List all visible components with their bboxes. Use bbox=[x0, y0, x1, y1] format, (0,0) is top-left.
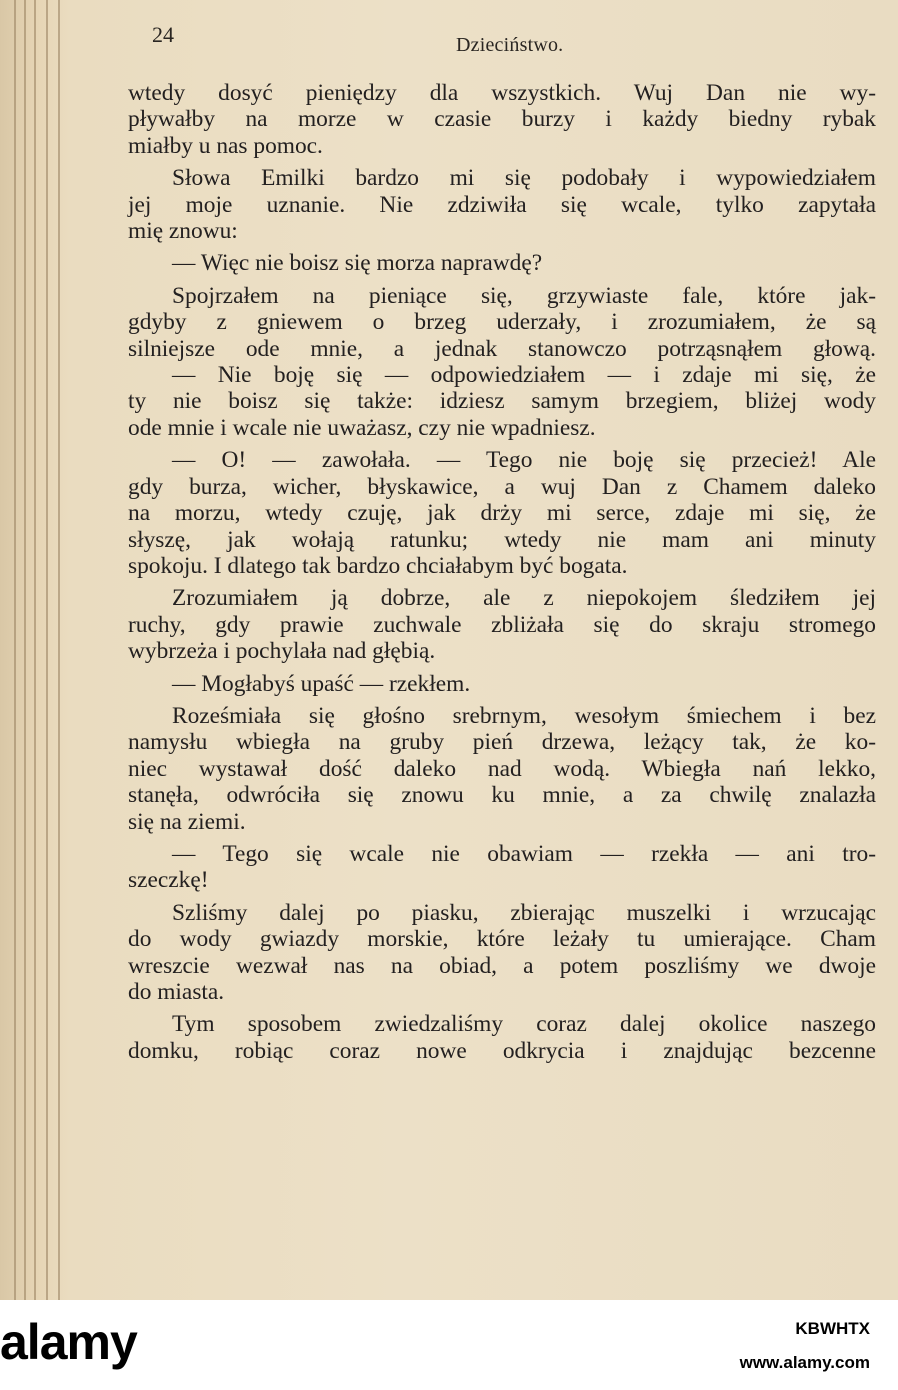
alamy-logo: alamy bbox=[0, 1314, 137, 1370]
text-line: Szliśmy dalej po piasku, zbierając muszelki i wrzucając bbox=[172, 899, 876, 926]
text-line: wreszcie wezwał nas na obiad, a potem poszliśmy we dwoje bbox=[128, 952, 876, 979]
text-line: — O! — zawołała. — Tego nie boję się przecież! Ale bbox=[172, 447, 876, 474]
page-number: 24 bbox=[152, 22, 174, 47]
text-line: pływałby na morze w czasie burzy i każdy biedny rybak bbox=[128, 106, 876, 133]
page-edge-line bbox=[58, 0, 60, 1300]
text-line: — Tego się wcale nie obawiam — rzekła — ani tro- bbox=[172, 840, 876, 867]
text-line: Tym sposobem zwiedzaliśmy coraz dalej okolice naszego bbox=[172, 1011, 876, 1038]
page-edge-line bbox=[46, 0, 48, 1300]
text-line: stanęła, odwróciła się znowu ku mnie, a za chwilę znalazła bbox=[128, 782, 876, 809]
text-line: na morzu, wtedy czuję, jak drży mi serce, zdaje mi się, że bbox=[128, 500, 876, 527]
text-line: do miasta. bbox=[128, 979, 225, 1005]
text-line: — Nie boję się — odpowiedziałem — i zdaje mi się, że bbox=[172, 362, 876, 389]
image-id: KBWHTX bbox=[795, 1319, 870, 1338]
page-edge-line bbox=[14, 0, 16, 1300]
text-line: Spojrzałem na pieniące się, grzywiaste fale, które jak- bbox=[172, 282, 876, 309]
text-line: się na ziemi. bbox=[128, 808, 246, 835]
text-line: gdyby z gniewem o brzeg uderzały, i zrozumiałem, że są bbox=[128, 309, 876, 336]
text-line: niec wystawał dość daleko nad wodą. Wbiegła nań lekko, bbox=[128, 755, 876, 782]
text-line: słyszę, jak wołają ratunku; wtedy nie mam ani minuty bbox=[128, 526, 876, 553]
text-line: do wody gwiazdy morskie, które leżały tu umierające. Cham bbox=[128, 926, 876, 953]
text-line: — Mogłabyś upaść — rzekłem. bbox=[172, 670, 471, 697]
text-line: namysłu wbiegła na gruby pień drzewa, leżący tak, że ko- bbox=[128, 729, 876, 756]
text-line: ode mnie i wcale nie uważasz, czy nie wpadniesz. bbox=[128, 414, 596, 441]
text-line: szeczkę! bbox=[128, 867, 209, 894]
text-line: miałby u nas pomoc. bbox=[128, 132, 323, 159]
text-line: Roześmiała się głośno srebrnym, wesołym śmiechem i bez bbox=[172, 702, 876, 729]
text-line: jej moje uznanie. Nie zdziwiła się wcale, tylko zapytała bbox=[128, 191, 876, 218]
text-line: wtedy dosyć pieniędzy dla wszystkich. Wuj Dan nie wy- bbox=[128, 80, 876, 106]
text-line: wybrzeża i pochylała nad głębią. bbox=[128, 638, 436, 665]
text-line: spokoju. I dlatego tak bardzo chciałabym być bogata. bbox=[128, 552, 628, 579]
site-url: www.alamy.com bbox=[739, 1353, 870, 1372]
text-line: ty nie boisz się także: idziesz samym brzegiem, bliżej wody bbox=[128, 388, 876, 415]
body-text bbox=[128, 80, 876, 1064]
text-line: Słowa Emilki bardzo mi się podobały i wypowiedziałem bbox=[172, 165, 876, 192]
text-line: domku, robiąc coraz nowe odkrycia i znajdując bezcenne bbox=[128, 1037, 876, 1064]
text-line: ruchy, gdy prawie zuchwale zbliżała się do skraju stromego bbox=[128, 611, 876, 638]
running-head: Dzieciństwo. bbox=[456, 34, 564, 56]
text-line: Zrozumiałem ją dobrze, ale z niepokojem śledziłem jej bbox=[172, 585, 876, 612]
page-edge-line bbox=[24, 0, 26, 1300]
text-line: mię znowu: bbox=[128, 218, 238, 245]
text-line: — Więc nie boisz się morza naprawdę? bbox=[172, 250, 543, 277]
text-line: gdy burza, wicher, błyskawice, a wuj Dan z Chamem daleko bbox=[128, 473, 876, 500]
text-line: silniejsze ode mnie, a jednak stanowczo potrząsnąłem głową. bbox=[128, 335, 876, 362]
page-edge-line bbox=[34, 0, 36, 1300]
